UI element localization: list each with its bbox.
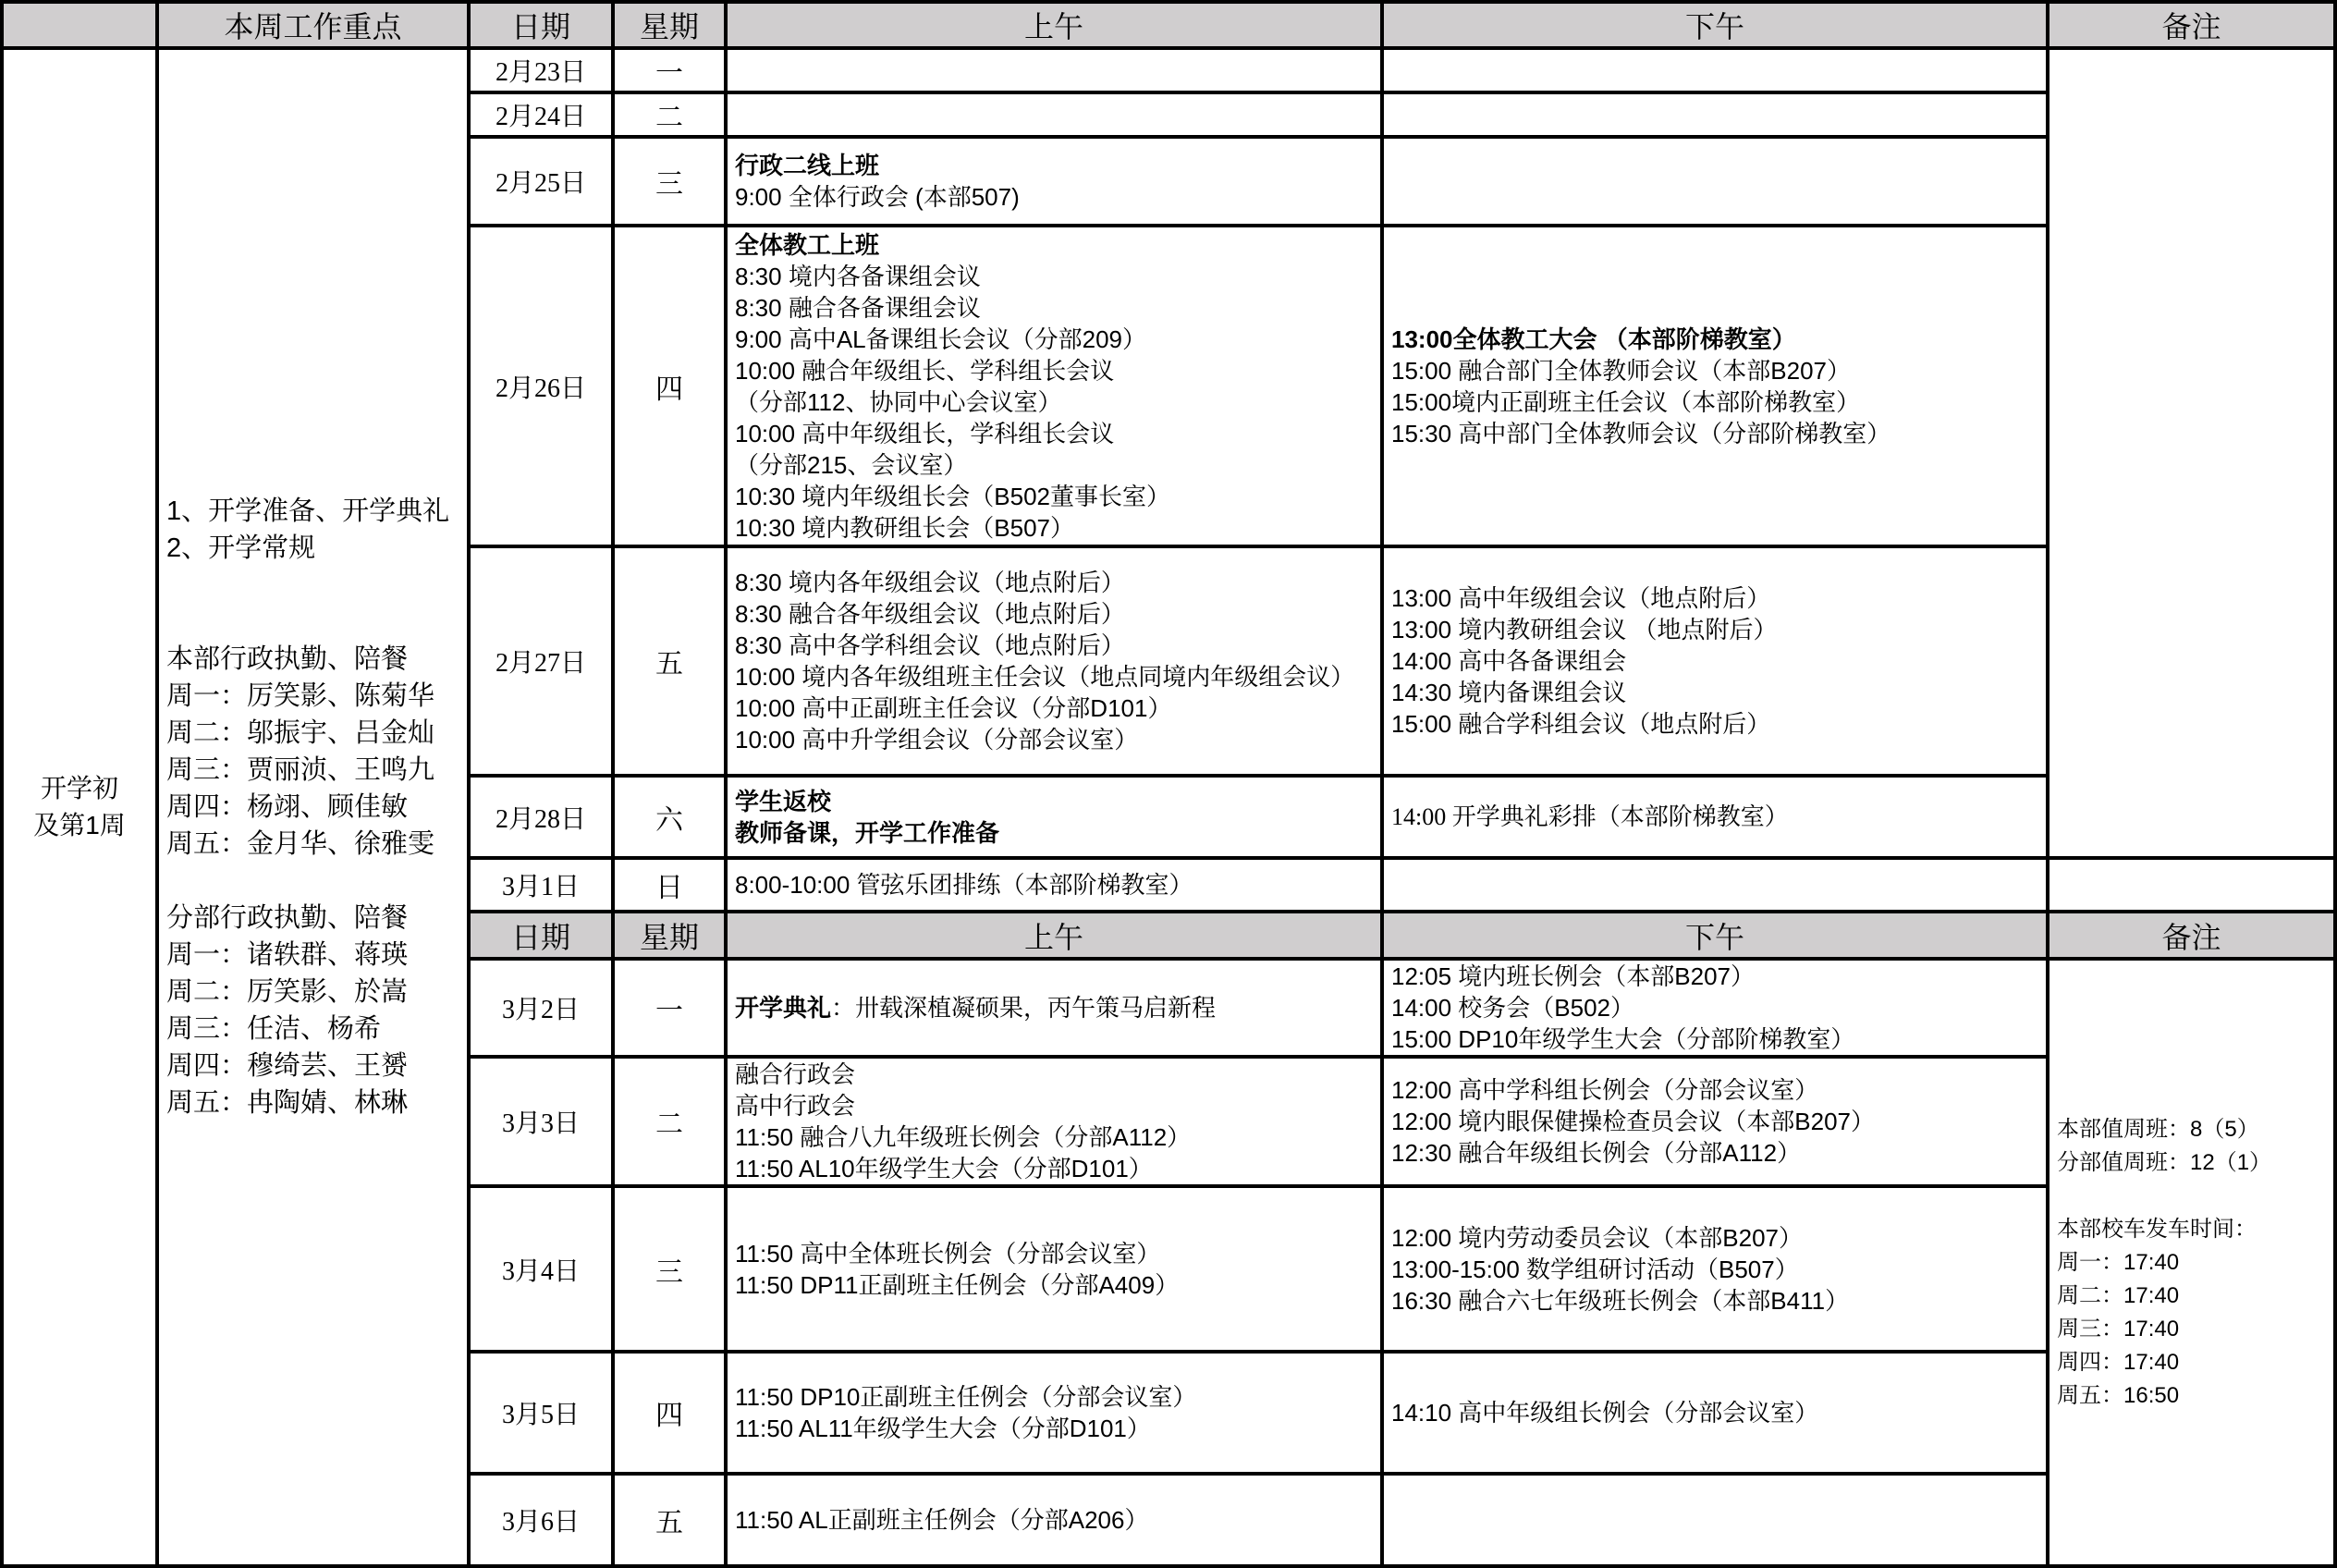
header-am: 上午 [726,2,1382,48]
event-detail: ：卅载深植凝硕果，丙午策马启新程 [831,994,1217,1022]
week-focus-line: 周二：厉笑影、於嵩 [166,977,409,1007]
phase-cell [2,48,157,1566]
weekday-cell: 二 [613,1057,726,1186]
header-weekday: 星期 [613,2,726,48]
event-line: 11:50 AL正副班主任例会（分部A206） [735,1506,1149,1534]
event-line: 13:00 高中年级组会议（地点附后） [1391,584,1771,612]
header-pm: 下午 [1382,2,2048,48]
week-focus-line [166,567,459,604]
event-line: （分部112、协同中心会议室） [735,387,1062,416]
am-cell [726,546,1382,776]
event-line: （分部215、会议室） [735,450,968,479]
am-cell [726,92,1382,137]
event-line: 12:00 境内眼保健操检查员会议（本部B207） [1391,1108,1876,1135]
remark-line [2057,1180,2326,1213]
event-line: 8:30 融合各备课组会议 [735,293,981,322]
event-line: 10:00 境内各年级组班主任会议（地点同境内年级组会议） [735,663,1355,691]
event-line: 8:30 境内各备课组会议 [735,262,981,290]
event-line: 15:00 DP10年级学生大会（分部阶梯教室） [1391,1025,1855,1053]
pm-cell [1382,1057,2048,1186]
weekday-cell: 日 [613,858,726,912]
event-line: 10:00 融合年级组长、学科组长会议 [735,356,1115,385]
pm-cell [1382,959,2048,1057]
week-focus-line [166,604,459,641]
event-line: 融合行政会 [735,1060,856,1088]
event-line: 11:50 DP10正副班主任例会（分部会议室） [735,1383,1197,1411]
remark-line: 本部校车发车时间： [2057,1216,2257,1242]
event-line: 11:50 AL10年级学生大会（分部D101） [735,1155,1153,1182]
week-focus-line: 本部行政执勤、陪餐 [166,644,409,674]
event-line: 9:00 高中AL备课组长会议（分部209） [735,325,1147,353]
event-line: 15:30 高中部门全体教师会议（分部阶梯教室） [1391,419,1891,447]
event-line: 8:30 高中各学科组会议（地点附后） [735,631,1125,659]
remark-line: 周四：17:40 [2057,1349,2180,1375]
weekday-cell: 五 [613,546,726,776]
event-line: 15:00 融合学科组会议（地点附后） [1391,710,1771,738]
am-cell [726,1186,1382,1352]
am-cell [726,858,1382,912]
event-line: 14:00 高中各备课组会 [1391,647,1627,675]
weekday-cell: 二 [613,92,726,137]
weekday-cell: 四 [613,226,726,546]
am-cell [726,48,1382,92]
header-blank-cell [2,2,157,48]
phase-label: 开学初 [40,774,118,802]
header-weekday: 星期 [613,912,726,959]
header-week-focus: 本周工作重点 [157,2,469,48]
am-cell [726,226,1382,546]
event-line: 8:30 融合各年级组会议（地点附后） [735,600,1125,628]
header-remarks: 备注 [2048,2,2335,48]
pm-cell [1382,226,2048,546]
remark-line: 周二：17:40 [2057,1282,2180,1308]
remark-line: 本部值周班：8（5） [2057,1116,2259,1142]
event-line: 11:50 融合八九年级班长例会（分部A112） [735,1123,1192,1151]
weekday-cell: 一 [613,48,726,92]
event-line: 15:00 融合部门全体教师会议（本部B207） [1391,356,1852,385]
header-date: 日期 [469,2,613,48]
event-line: 10:00 高中升学组会议（分部会议室） [735,726,1139,753]
date-cell: 3月1日 [469,858,613,912]
week-focus-line: 周三：贾丽浈、王鸣九 [166,755,435,785]
date-cell: 2月23日 [469,48,613,92]
event-line: 14:00 校务会（B502） [1391,994,1635,1022]
event-line: 14:00 开学典礼彩排（本部阶梯教室） [1391,802,1789,830]
week-focus-line: 周一：诸轶群、蒋瑛 [166,940,409,970]
weekday-cell: 一 [613,959,726,1057]
event-line: 教师备课，开学工作准备 [735,818,1000,847]
event-line: 8:30 境内各年级组会议（地点附后） [735,569,1125,596]
event-line: 全体教工上班 [735,230,880,259]
date-cell: 2月24日 [469,92,613,137]
week-focus-line: 周五：冉陶婧、林琳 [166,1088,409,1118]
week-focus-line: 周二：邬振宇、吕金灿 [166,718,435,748]
pm-cell [1382,858,2048,912]
am-cell [726,137,1382,226]
event-line: 10:30 境内教研组长会（B507） [735,513,1075,542]
week-focus-line: 周三：任洁、杨希 [166,1014,382,1044]
pm-cell [1382,92,2048,137]
date-cell: 2月27日 [469,546,613,776]
weekday-cell: 四 [613,1352,726,1474]
date-cell: 2月25日 [469,137,613,226]
pm-cell [1382,1352,2048,1474]
pm-cell [1382,546,2048,776]
phase-label: 及第1周 [33,811,126,839]
event-line: 11:50 高中全体班长例会（分部会议室） [735,1239,1161,1268]
remark-line: 周一：17:40 [2057,1249,2180,1275]
event-line: 学生返校 [735,787,832,815]
weekday-cell: 六 [613,776,726,858]
week-focus-line: 分部行政执勤、陪餐 [166,903,409,933]
date-cell: 2月28日 [469,776,613,858]
weekday-cell: 三 [613,1186,726,1352]
event-line: 12:00 高中学科组长例会（分部会议室） [1391,1076,1819,1104]
event-line: 11:50 AL11年级学生大会（分部D101） [735,1415,1151,1442]
event-line: 11:50 DP11正副班主任例会（分部A409） [735,1270,1180,1299]
event-line: 13:00 境内教研组会议 （地点附后） [1391,616,1778,643]
header-date: 日期 [469,912,613,959]
date-cell: 3月3日 [469,1057,613,1186]
date-cell: 3月4日 [469,1186,613,1352]
event-line: 12:30 融合年级组长例会（分部A112） [1391,1139,1802,1167]
am-cell [726,1474,1382,1566]
am-cell [726,959,1382,1057]
event-line: 12:05 境内班长例会（本部B207） [1391,962,1756,990]
pm-cell [1382,1186,2048,1352]
am-cell [726,1352,1382,1474]
week-focus-line: 周四：穆绮芸、王赟 [166,1051,409,1081]
header-am: 上午 [726,912,1382,959]
event-title: 开学典礼 [735,994,832,1022]
week-focus-line: 周四：杨翊、顾佳敏 [166,792,409,822]
header-remarks: 备注 [2048,912,2335,959]
remarks-cell [2048,858,2335,912]
table-row [2,48,2335,92]
event-line: 14:10 高中年级组长例会（分部会议室） [1391,1399,1819,1427]
header-pm: 下午 [1382,912,2048,959]
am-cell [726,1057,1382,1186]
event-line [735,992,1373,1023]
remark-line: 分部值周班：12（1） [2057,1149,2272,1175]
event-line: 12:00 境内劳动委员会议（本部B207） [1391,1223,1804,1252]
header-row [2,2,2335,48]
event-line: 13:00全体教工大会 （本部阶梯教室） [1391,325,1796,353]
event-line: 14:30 境内备课组会议 [1391,679,1627,706]
event-line: 行政二线上班 [735,152,880,179]
remark-line: 周三：17:40 [2057,1316,2180,1341]
remark-line: 周五：16:50 [2057,1382,2180,1408]
event-line: 8:00-10:00 管弦乐团排练（本部阶梯教室） [735,871,1193,899]
week-focus-line: 2、开学常规 [166,533,316,563]
week-focus-line: 周一：厉笑影、陈菊华 [166,681,435,711]
remarks-cell [2048,48,2335,858]
event-line: 13:00-15:00 数学组研讨活动（B507） [1391,1255,1799,1283]
event-line: 16:30 融合六七年级班长例会（本部B411） [1391,1286,1850,1315]
remarks-cell [2048,959,2335,1566]
weekday-cell: 五 [613,1474,726,1566]
date-cell: 2月26日 [469,226,613,546]
event-line: 10:00 高中年级组长，学科组长会议 [735,419,1115,447]
date-cell: 3月2日 [469,959,613,1057]
event-line: 15:00境内正副班主任会议（本部阶梯教室） [1391,387,1861,416]
event-line: 10:30 境内年级组长会（B502董事长室） [735,482,1171,510]
event-line: 9:00 全体行政会 (本部507) [735,183,1020,211]
event-line: 10:00 高中正副班主任会议（分部D101） [735,694,1172,722]
week-focus-line [166,863,459,900]
week-focus-line: 1、开学准备、开学典礼 [166,496,450,526]
event-line: 高中行政会 [735,1092,856,1120]
pm-cell [1382,137,2048,226]
am-cell [726,776,1382,858]
pm-cell [1382,1474,2048,1566]
week-focus-line: 周五：金月华、徐雅雯 [166,829,435,859]
weekday-cell: 三 [613,137,726,226]
pm-cell [1382,48,2048,92]
date-cell: 3月5日 [469,1352,613,1474]
date-cell: 3月6日 [469,1474,613,1566]
week-focus-cell [157,48,469,1566]
pm-cell [1382,776,2048,858]
